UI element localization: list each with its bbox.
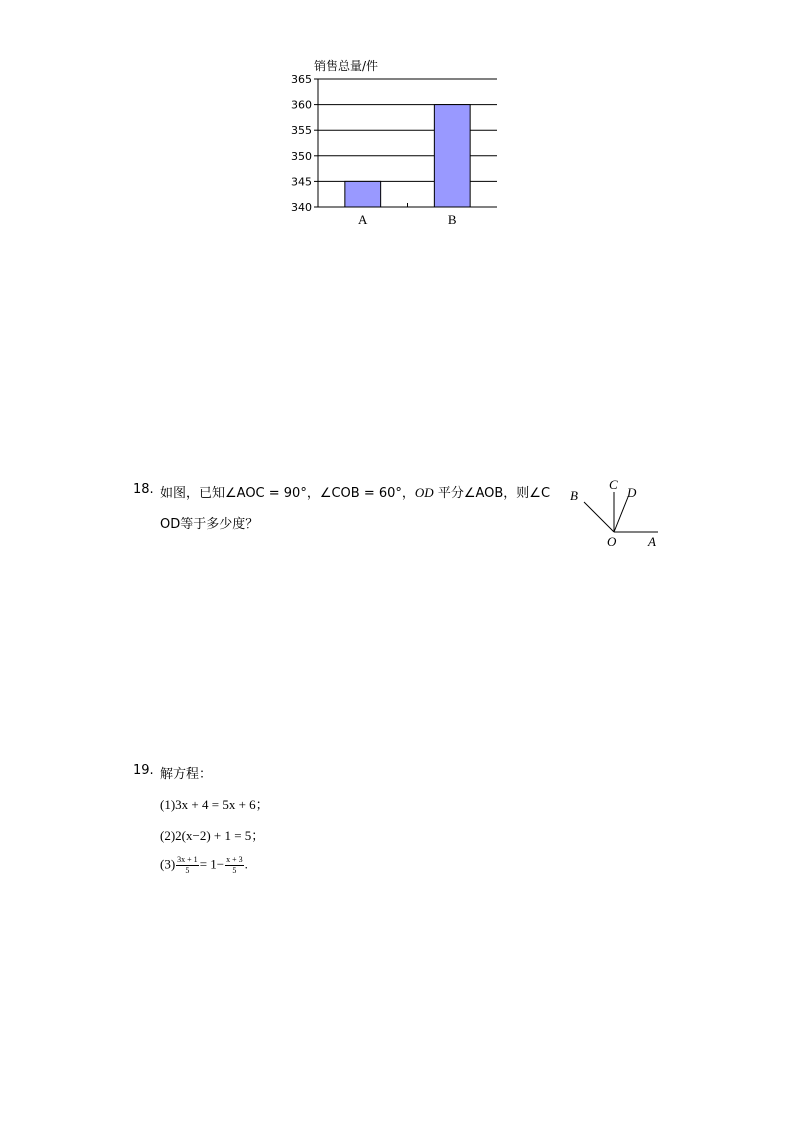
q19-equation-2: (2)2(x−2) + 1 = 5； [160, 828, 265, 843]
label-d: D [627, 485, 637, 500]
y-tick-label-360: 360 [291, 98, 312, 112]
label-o: O [607, 534, 617, 549]
ray-od [614, 497, 628, 532]
q19-equation-1: (1)3x + 4 = 5x + 6； [160, 797, 269, 812]
q18-line1-part1: 如图，已知∠AOC = 90°，∠COB = 60°， [160, 486, 415, 501]
q18-line1 [160, 482, 550, 501]
y-tick-label-350: 350 [291, 149, 312, 163]
eq3-frac1-denominator: 5 [185, 866, 190, 875]
eq3-end: . [244, 856, 248, 872]
q18-line1-part2: 平分∠AOB，则∠C [433, 486, 551, 501]
eq3-fraction-2 [225, 855, 244, 876]
sales-bar-chart [280, 54, 520, 234]
y-tick-label-365: 365 [291, 73, 312, 86]
eq3-prefix: (3) [160, 856, 176, 872]
x-tick-label-A: A [358, 212, 368, 227]
q18-od-label: OD [414, 485, 434, 500]
eq3-fraction-1 [176, 855, 199, 876]
q19-number: 19. [133, 763, 154, 778]
eq3-frac2-denominator: 5 [232, 866, 237, 875]
eq3-frac1-numerator: 3x + 1 [177, 855, 198, 864]
y-tick-label-340: 340 [291, 201, 312, 214]
bar-A [345, 181, 381, 207]
x-tick-label-B: B [447, 212, 457, 227]
q19-title: 解方程： [160, 767, 213, 782]
y-tick-label-355: 355 [291, 124, 312, 138]
chart-y-axis-label: 销售总量/件 [314, 59, 379, 73]
y-tick-label-345: 345 [291, 175, 312, 189]
q18-number: 18. [133, 482, 154, 497]
eq3-frac2-numerator: x + 3 [226, 855, 243, 864]
q18-line2: OD等于多少度？ [160, 517, 259, 532]
q19-equation-3 [160, 855, 248, 876]
q18-angle-figure [560, 472, 670, 552]
label-c: C [609, 477, 618, 492]
eq3-middle: = 1− [199, 856, 225, 872]
label-a: A [648, 534, 656, 549]
ray-ob [584, 502, 614, 532]
bar-B [434, 105, 470, 207]
label-b: B [570, 488, 578, 503]
